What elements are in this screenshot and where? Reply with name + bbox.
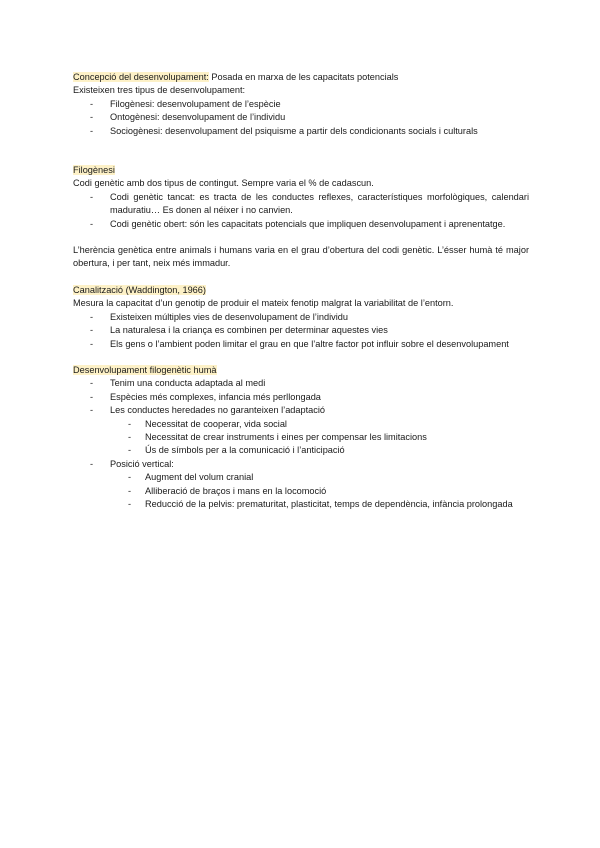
dash-bullet: - [90, 98, 94, 109]
dash-bullet: - [128, 445, 132, 456]
heading-desenvolupament-huma: Desenvolupament filogenètic humà [73, 364, 217, 375]
dash-bullet: - [90, 338, 94, 349]
dash-bullet: - [128, 472, 132, 483]
list-item: - Filogènesi: desenvolupament de l’espècie [73, 98, 529, 111]
list-item: - Sociogènesi: desenvolupament del psiquisme a partir dels condicionants socials i culturals [73, 125, 529, 138]
bullet-list [73, 311, 529, 351]
bullet-list [73, 191, 529, 231]
heading-canalitzacio: Canalització (Waddington, 1966) [73, 284, 206, 295]
list-item: - Codi genètic tancat: es tracta de les conductes reflexes, característiques morfològiques, calendari maduratiu… Es donen al néixer i no canvien. [90, 191, 529, 216]
list-item: - La naturalesa i la criança es combinen per determinar aquestes vies [73, 324, 529, 337]
section-concepcio [73, 71, 529, 138]
heading-concepcio: Concepció del desenvolupament: [73, 72, 209, 82]
sub-list-item: - Reducció de la pelvis: prematuritat, plasticitat, temps de dependència, infància prolongada [73, 498, 529, 511]
dash-bullet: - [90, 218, 94, 229]
sub-list-item: - Necessitat de crear instruments i eines per compensar les limitacions [73, 431, 529, 444]
bullet-list [73, 98, 529, 138]
sub-list-item: - Ús de símbols per a la comunicació i l’anticipació [73, 444, 529, 457]
list-item: - Tenim una conducta adaptada al medi [73, 377, 529, 390]
dash-bullet: - [128, 418, 132, 429]
dash-bullet: - [90, 325, 94, 336]
dash-bullet: - [90, 391, 94, 402]
list-item: - Codi genètic obert: són les capacitats potencials que impliquen desenvolupament i aprenentatge. [73, 218, 529, 231]
dash-bullet: - [128, 431, 132, 442]
list-item: - Posició vertical: [73, 458, 529, 471]
list-item: - Ontogènesi: desenvolupament de l’individu [73, 111, 529, 124]
dash-bullet: - [128, 498, 132, 509]
list-item: - Existeixen múltiples vies de desenvolupament de l’individu [73, 311, 529, 324]
bullet-list [73, 377, 529, 511]
intro-text: Codi genètic amb dos tipus de contingut. Sempre varia el % de cadascun. [73, 178, 374, 189]
intro-text: Mesura la capacitat d’un genotip de produir el mateix fenotip malgrat la variabilitat de l’entorn. [73, 298, 454, 309]
section-filogenesi [73, 164, 529, 271]
heading-filogenesi: Filogènesi [73, 165, 115, 176]
intro-text: Existeixen tres tipus de desenvolupament: [73, 85, 246, 96]
section-heading-line [73, 284, 529, 297]
dash-bullet: - [90, 458, 94, 469]
dash-bullet: - [90, 311, 94, 322]
sub-list-item: - Alliberació de braços i mans en la locomoció [73, 485, 529, 498]
paragraph-herencia: L’herència genètica entre animals i humans varia en el grau d’obertura del codi genètic. L’ésser humà té major obertura, i per tant, neix més immadur. [73, 245, 529, 269]
document-content [73, 71, 529, 511]
sub-list-item: - Necessitat de cooperar, vida social [73, 418, 529, 431]
dash-bullet: - [90, 125, 94, 136]
section-desenvolupament-huma [73, 364, 529, 511]
dash-bullet: - [90, 112, 94, 123]
list-item: - Les conductes heredades no garanteixen l’adaptació [73, 404, 529, 417]
sub-list-item: - Augment del volum cranial [73, 471, 529, 484]
section-heading-line [73, 71, 529, 84]
list-item: - Espècies més complexes, infancia més perllongada [73, 391, 529, 404]
dash-bullet: - [128, 485, 132, 496]
section-canalitzacio [73, 284, 529, 351]
section-heading-line [73, 164, 529, 177]
dash-bullet: - [90, 191, 94, 202]
list-item: - Els gens o l’ambient poden limitar el grau en que l’altre factor pot influir sobre el desenvolupament [73, 338, 529, 351]
section-heading-line [73, 364, 529, 377]
heading-concepcio-rest: Posada en marxa de les capacitats potencials [208, 72, 399, 82]
dash-bullet: - [90, 405, 94, 416]
dash-bullet: - [90, 378, 94, 389]
